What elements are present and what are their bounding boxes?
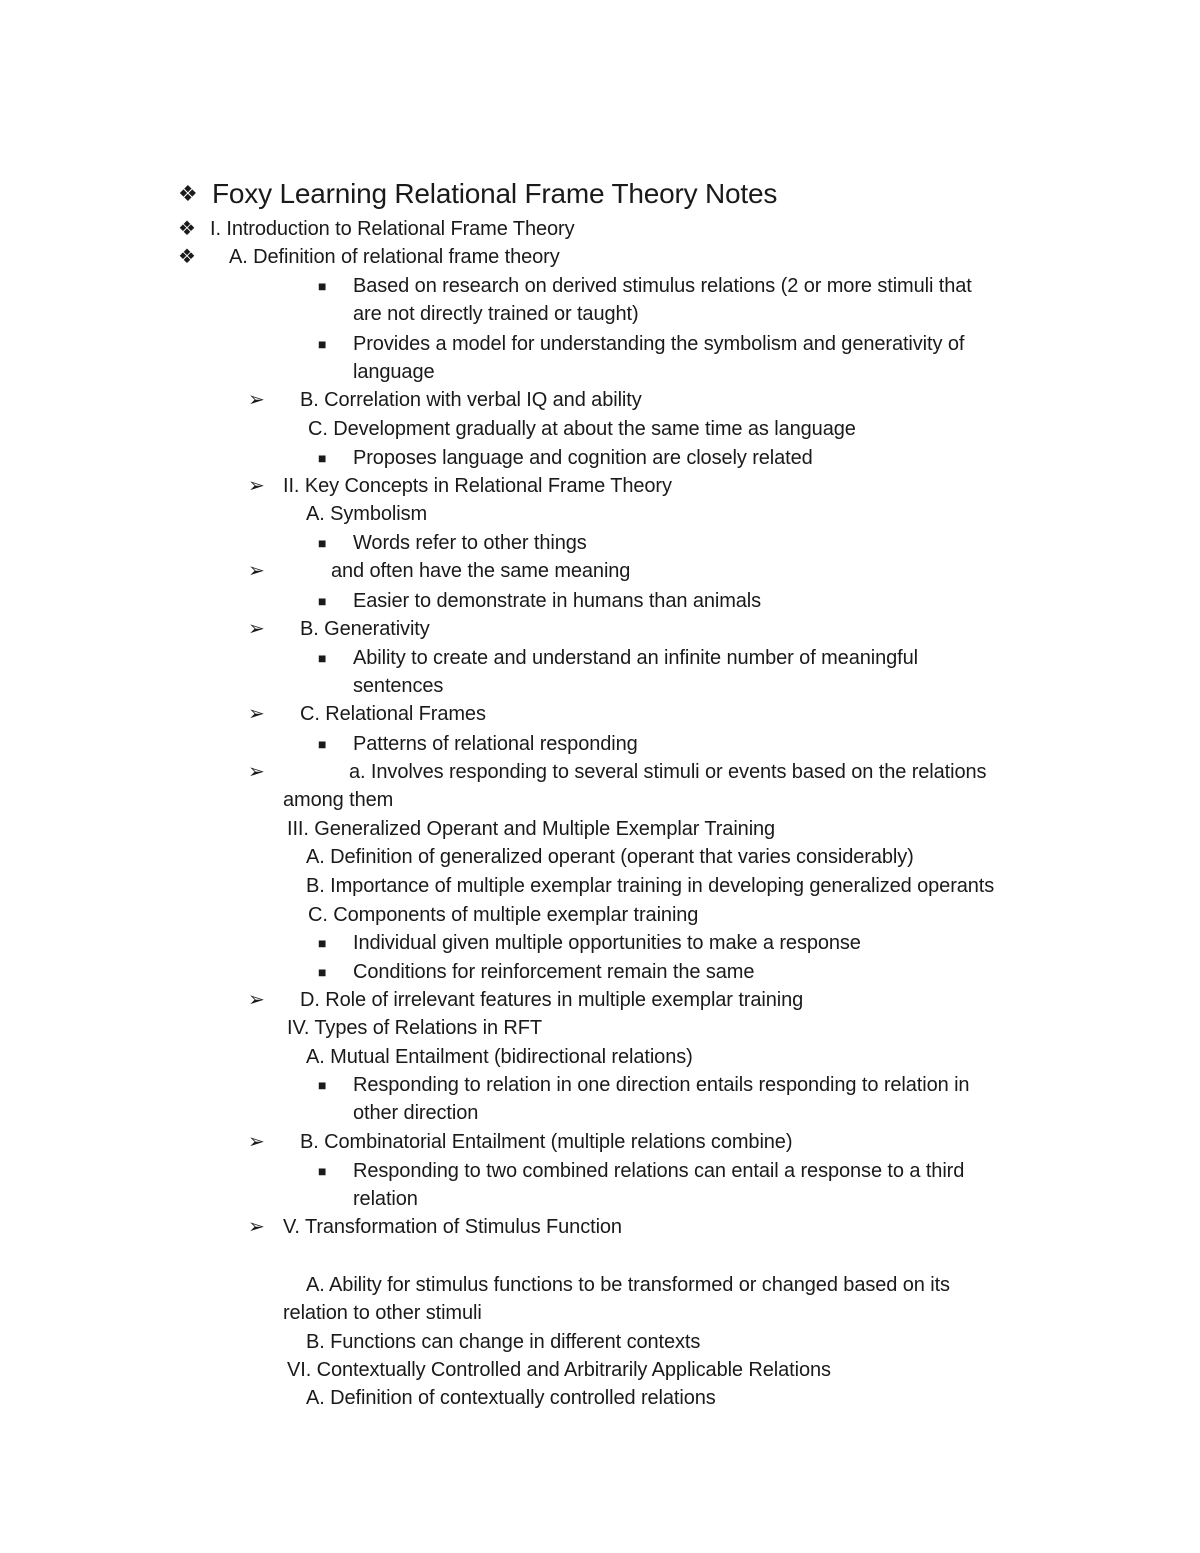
outline-line: Patterns of relational responding [353,733,638,755]
arrow-bullet-icon: ➢ [248,560,265,582]
outline-line: A. Symbolism [306,503,428,525]
document-title: Foxy Learning Relational Frame Theory Notes [212,178,778,209]
diamond-bullet-icon: ❖ [178,218,196,240]
outline-line: A. Definition of generalized operant (operant that varies considerably) [306,846,914,868]
outline-line: a. Involves responding to several stimuli or events based on the relations [349,761,987,783]
outline-line: Responding to two combined relations can entail a response to a third [353,1160,965,1182]
arrow-bullet-icon: ➢ [248,389,265,411]
outline-line: relation to other stimuli [283,1302,482,1324]
outline-line: Responding to relation in one direction entails responding to relation in [353,1074,970,1096]
outline-line: A. Definition of relational frame theory [229,246,560,268]
arrow-bullet-icon: ➢ [248,703,265,725]
outline-line: A. Ability for stimulus functions to be transformed or changed based on its [306,1274,950,1296]
arrow-bullet-icon: ➢ [248,989,265,1011]
outline-line: B. Correlation with verbal IQ and ability [300,389,642,411]
outline-line: B. Importance of multiple exemplar training in developing generalized operants [306,875,995,897]
outline-line: other direction [353,1102,479,1124]
outline-line: I. Introduction to Relational Frame Theory [210,218,575,240]
diamond-bullet-icon: ❖ [178,246,196,268]
outline-line: VI. Contextually Controlled and Arbitrarily Applicable Relations [287,1359,831,1381]
arrow-bullet-icon: ➢ [248,1131,265,1153]
square-bullet-icon: ■ [318,1163,327,1179]
outline-line: IV. Types of Relations in RFT [287,1017,543,1039]
square-bullet-icon: ■ [318,535,327,551]
square-bullet-icon: ■ [318,964,327,980]
square-bullet-icon: ■ [318,935,327,951]
outline-line: B. Functions can change in different contexts [306,1331,701,1353]
outline-line: C. Development gradually at about the same time as language [308,418,856,440]
outline-line: Based on research on derived stimulus relations (2 or more stimuli that [353,275,972,297]
outline-line: are not directly trained or taught) [353,303,639,325]
arrow-bullet-icon: ➢ [248,475,265,497]
outline-line: Conditions for reinforcement remain the same [353,961,755,983]
outline-line: II. Key Concepts in Relational Frame Theory [283,475,672,497]
outline-line: D. Role of irrelevant features in multiple exemplar training [300,989,804,1011]
arrow-bullet-icon: ➢ [248,618,265,640]
square-bullet-icon: ■ [318,593,327,609]
outline-line: V. Transformation of Stimulus Function [283,1216,622,1238]
arrow-bullet-icon: ➢ [248,1216,265,1238]
arrow-bullet-icon: ➢ [248,761,265,783]
outline-line: Easier to demonstrate in humans than animals [353,590,762,612]
outline-line: III. Generalized Operant and Multiple Exemplar Training [287,818,776,840]
outline-line: Ability to create and understand an infinite number of meaningful [353,647,918,669]
diamond-bullet-icon: ❖ [178,181,198,206]
outline-line: Words refer to other things [353,532,587,554]
outline-line: C. Relational Frames [300,703,486,725]
outline-line: and often have the same meaning [331,560,631,582]
square-bullet-icon: ■ [318,336,327,352]
square-bullet-icon: ■ [318,450,327,466]
square-bullet-icon: ■ [318,278,327,294]
outline-line: Provides a model for understanding the symbolism and generativity of [353,333,965,355]
outline-line: sentences [353,675,444,697]
outline-line: A. Definition of contextually controlled relations [306,1387,716,1409]
outline-line: Individual given multiple opportunities to make a response [353,932,861,954]
outline-line: A. Mutual Entailment (bidirectional relations) [306,1046,693,1068]
square-bullet-icon: ■ [318,736,327,752]
outline-line: B. Generativity [300,618,430,640]
outline-line: among them [283,789,394,811]
square-bullet-icon: ■ [318,650,327,666]
outline-line: B. Combinatorial Entailment (multiple relations combine) [300,1131,793,1153]
outline-line: relation [353,1188,418,1210]
outline-line: Proposes language and cognition are closely related [353,447,813,469]
outline-line: C. Components of multiple exemplar training [308,904,699,926]
outline-line: language [353,361,435,383]
square-bullet-icon: ■ [318,1077,327,1093]
